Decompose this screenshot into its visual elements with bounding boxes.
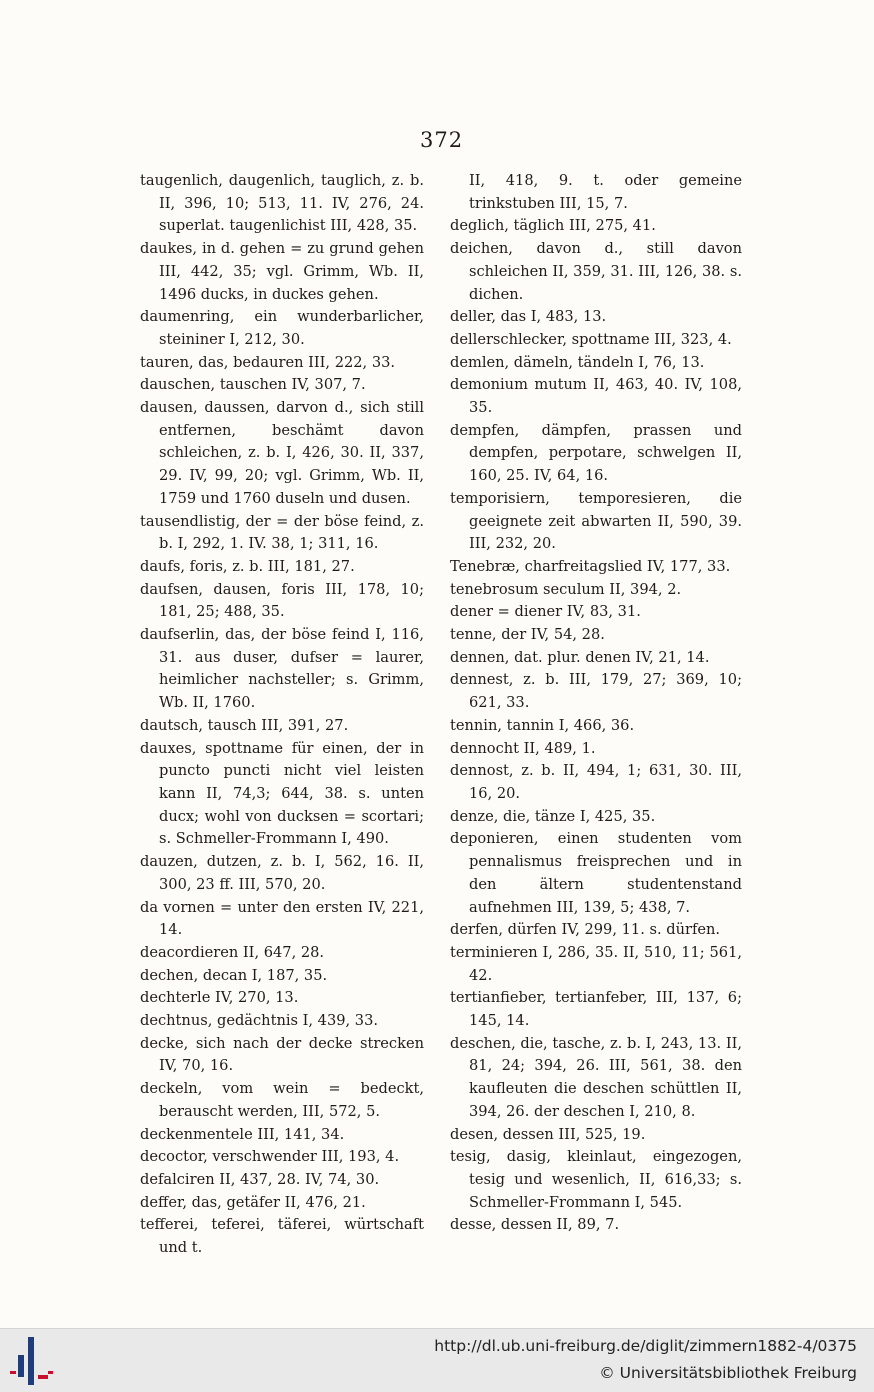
dictionary-entry: deponieren, einen studenten vom pennalismus freisprechen und in den ältern studentenstand aufnehmen III, 139, 5; 438, 7.: [450, 830, 742, 916]
dictionary-entry: dennost, z. b. II, 494, 1; 631, 30. III, 16, 20.: [450, 762, 742, 802]
dictionary-entry: deffer, das, getäfer II, 476, 21.: [140, 1193, 366, 1211]
dictionary-entry: tenne, der IV, 54, 28.: [450, 626, 605, 644]
dictionary-entry: dener = diener IV, 83, 31.: [450, 603, 641, 621]
dictionary-entry: dautsch, tausch III, 391, 27.: [140, 716, 349, 734]
copyright-notice: © Universitätsbibliothek Freiburg: [599, 1364, 857, 1382]
library-logo-icon[interactable]: [8, 1335, 56, 1387]
dictionary-entry: daumenring, ein wunderbarlicher, steininer I, 212, 30.: [140, 308, 424, 348]
dictionary-entry: da vornen = unter den ersten IV, 221, 14.: [140, 898, 424, 939]
dictionary-entry: defalciren II, 437, 28. IV, 74, 30.: [140, 1170, 380, 1188]
dictionary-entry: deglich, täglich III, 275, 41.: [450, 217, 656, 235]
dictionary-entry: daufs, foris, z. b. III, 181, 27.: [140, 557, 355, 575]
dictionary-entry: dechterle IV, 270, 13.: [140, 989, 299, 1007]
permalink-url[interactable]: http://dl.ub.uni-freiburg.de/diglit/zimmern1882-4/0375: [434, 1337, 857, 1355]
dictionary-entry: dennest, z. b. III, 179, 27; 369, 10; 621, 33.: [450, 671, 742, 712]
dictionary-entry: dausen, daussen, darvon d., sich still entfernen, beschämt davon schleichen, z. b. I, 426, 30. II, 337, 29. IV, 99, 20; vgl. Grimm, Wb. II, 1759 und 1760 duseln und dusen.: [140, 399, 424, 507]
dictionary-entry: deacordieren II, 647, 28.: [140, 943, 325, 961]
dictionary-entry: daufserlin, das, der böse feind I, 116, 31. aus duser, dufser = laurer, heimlicher nachsteller; s. Grimm, Wb. II, 1760.: [140, 626, 424, 712]
dictionary-entry: tertianfieber, tertianfeber, III, 137, 6; 145, 14.: [450, 989, 742, 1030]
dictionary-entry: dauzen, dutzen, z. b. I, 562, 16. II, 300, 23 ff. III, 570, 20.: [140, 853, 424, 893]
dictionary-entry: dennen, dat. plur. denen IV, 21, 14.: [450, 648, 710, 666]
right-column: [450, 170, 742, 1237]
dictionary-entry: demlen, dämeln, tändeln I, 76, 13.: [450, 353, 705, 371]
dictionary-entry: taugenlich, daugenlich, tauglich, z. b. II, 396, 10; 513, 11. IV, 276, 24. superlat. taugenlichist III, 428, 35.: [140, 172, 424, 235]
left-column: [140, 170, 424, 1260]
dictionary-entry: dechen, decan I, 187, 35.: [140, 966, 328, 984]
dictionary-entry: desen, dessen III, 525, 19.: [450, 1125, 646, 1143]
dictionary-entry: deichen, davon d., still davon schleichen II, 359, 31. III, 126, 38. s. dichen.: [450, 240, 742, 303]
dictionary-entry: derfen, dürfen IV, 299, 11. s. dürfen.: [450, 921, 721, 939]
dictionary-entry: daufsen, dausen, foris III, 178, 10; 181, 25; 488, 35.: [140, 580, 424, 621]
dictionary-entry: daukes, in d. gehen = zu grund gehen III, 442, 35; vgl. Grimm, Wb. II, 1496 ducks, in duckes gehen.: [140, 240, 424, 303]
dictionary-entry: tesig, dasig, kleinlaut, eingezogen, tesig und wesenlich, II, 616,33; s. Schmeller-Frommann I, 545.: [450, 1148, 742, 1211]
dictionary-entry: deckeln, vom wein = bedeckt, berauscht werden, III, 572, 5.: [140, 1080, 424, 1120]
dictionary-entry: decoctor, verschwender III, 193, 4.: [140, 1148, 400, 1166]
dictionary-entry: dempfen, dämpfen, prassen und dempfen, perpotare, schwelgen II, 160, 25. IV, 64, 16.: [450, 421, 742, 485]
dictionary-entry: decke, sich nach der decke strecken IV, 70, 16.: [140, 1034, 424, 1075]
dictionary-entry: dellerschlecker, spottname III, 323, 4.: [450, 330, 732, 348]
dictionary-entry: dechtnus, gedächtnis I, 439, 33.: [140, 1012, 379, 1030]
dictionary-entry: tauren, das, bedauren III, 222, 33.: [140, 353, 396, 371]
dictionary-entry: temporisiern, temporesieren, die geeignete zeit abwarten II, 590, 39. III, 232, 20.: [450, 489, 742, 553]
dictionary-entry: tennin, tannin I, 466, 36.: [450, 716, 635, 734]
viewer-footer: [0, 1328, 874, 1392]
dictionary-entry: II, 418, 9. t. oder gemeine trinkstuben III, 15, 7.: [469, 172, 742, 212]
page-number: 372: [420, 128, 464, 152]
dictionary-entry: tenebrosum seculum II, 394, 2.: [450, 580, 682, 598]
dictionary-entry: tefferei, teferei, täferei, würtschaft und t.: [140, 1216, 424, 1257]
dictionary-entry: denze, die, tänze I, 425, 35.: [450, 807, 656, 825]
dictionary-entry: terminieren I, 286, 35. II, 510, 11; 561, 42.: [450, 943, 742, 984]
dictionary-entry: Tenebræ, charfreitagslied IV, 177, 33.: [450, 557, 731, 575]
dictionary-entry: deckenmentele III, 141, 34.: [140, 1125, 345, 1143]
dictionary-entry: deller, das I, 483, 13.: [450, 308, 607, 326]
dictionary-entry: dauxes, spottname für einen, der in puncto puncti nicht viel leisten kann II, 74,3; 644, 38. s. unten ducx; wohl von ducksen = scortari; s. Schmeller-Frommann I, 490.: [140, 739, 424, 848]
dictionary-entry: dennocht II, 489, 1.: [450, 739, 596, 757]
dictionary-entry: demonium mutum II, 463, 40. IV, 108, 35.: [450, 376, 742, 417]
dictionary-entry: tausendlistig, der = der böse feind, z. b. I, 292, 1. IV. 38, 1; 311, 16.: [140, 512, 424, 553]
dictionary-entry: deschen, die, tasche, z. b. I, 243, 13. II, 81, 24; 394, 26. III, 561, 38. den kaufleuten die deschen schüttlen II, 394, 26. der deschen I, 210, 8.: [450, 1034, 742, 1120]
dictionary-entry: desse, dessen II, 89, 7.: [450, 1216, 620, 1234]
dictionary-entry: dauschen, tauschen IV, 307, 7.: [140, 376, 366, 394]
